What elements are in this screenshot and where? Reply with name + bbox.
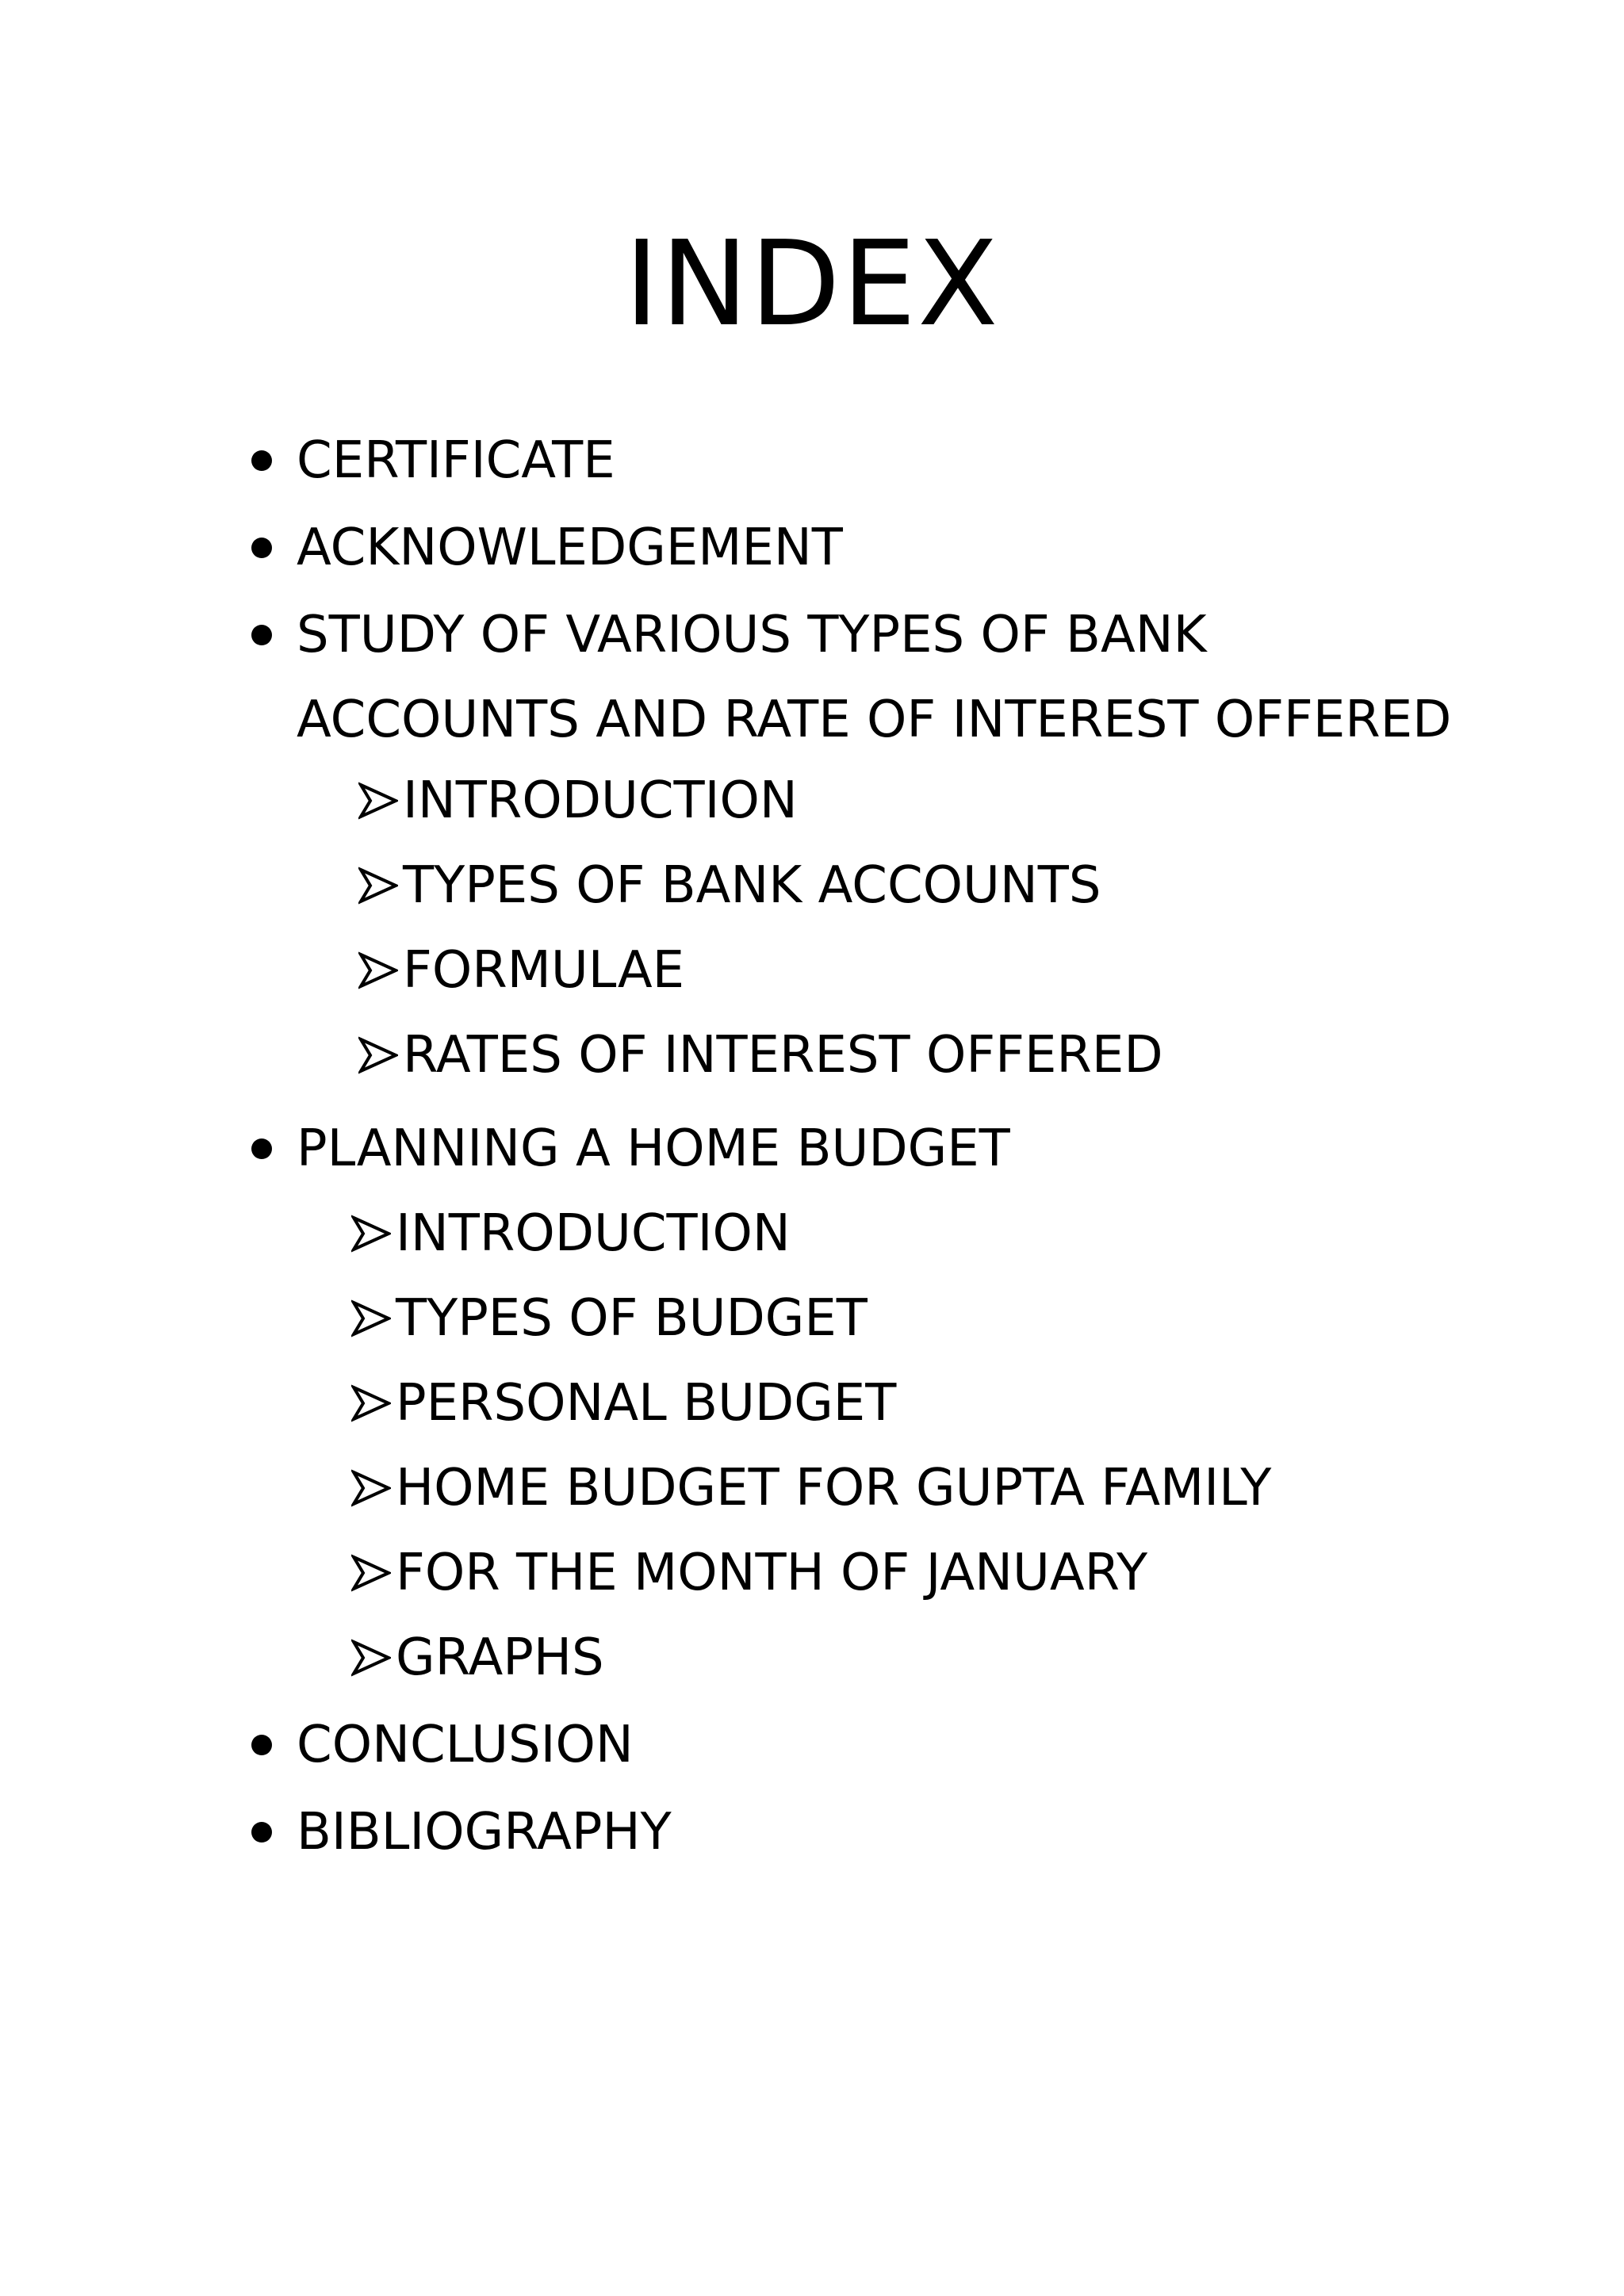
arrowhead-icon xyxy=(351,1638,391,1678)
sub-list-item-label: FOR THE MONTH OF JANUARY xyxy=(396,1544,1148,1602)
list-item-label-line1: STUDY OF VARIOUS TYPES OF BANK xyxy=(297,606,1207,664)
arrowhead-icon xyxy=(358,866,398,905)
bullet-icon xyxy=(251,538,272,558)
list-item-label: PLANNING A HOME BUDGET xyxy=(297,1119,1010,1178)
list-item-label: CONCLUSION xyxy=(297,1716,634,1774)
list-item-label: ACKNOWLEDGEMENT xyxy=(297,519,843,577)
arrowhead-icon xyxy=(351,1383,391,1423)
arrowhead-icon xyxy=(358,951,398,990)
bullet-icon xyxy=(251,625,272,645)
list-item-label-line2: ACCOUNTS AND RATE OF INTEREST OFFERED xyxy=(297,691,1452,749)
list-item-label: CERTIFICATE xyxy=(297,431,615,490)
sub-list-item-label: FORMULAE xyxy=(403,941,685,1000)
sub-list-item-label: HOME BUDGET FOR GUPTA FAMILY xyxy=(396,1459,1272,1517)
page-title: INDEX xyxy=(624,216,1000,352)
bullet-icon xyxy=(251,1735,272,1755)
bullet-icon xyxy=(251,1822,272,1843)
arrowhead-icon xyxy=(351,1299,391,1338)
arrowhead-icon xyxy=(358,1035,398,1075)
arrowhead-icon xyxy=(351,1468,391,1508)
sub-list-item-label: PERSONAL BUDGET xyxy=(396,1374,897,1433)
arrowhead-icon xyxy=(358,781,398,821)
sub-list-item-label: INTRODUCTION xyxy=(403,771,798,830)
sub-list-item-label: GRAPHS xyxy=(396,1628,604,1687)
bullet-icon xyxy=(251,450,272,471)
arrowhead-icon xyxy=(351,1214,391,1253)
sub-list-item-label: TYPES OF BANK ACCOUNTS xyxy=(403,856,1101,915)
bullet-icon xyxy=(251,1138,272,1159)
sub-list-item-label: INTRODUCTION xyxy=(396,1204,791,1263)
sub-list-item-label: RATES OF INTEREST OFFERED xyxy=(403,1026,1163,1085)
list-item-label: BIBLIOGRAPHY xyxy=(297,1803,672,1862)
arrowhead-icon xyxy=(351,1553,391,1593)
sub-list-item-label: TYPES OF BUDGET xyxy=(396,1289,868,1348)
